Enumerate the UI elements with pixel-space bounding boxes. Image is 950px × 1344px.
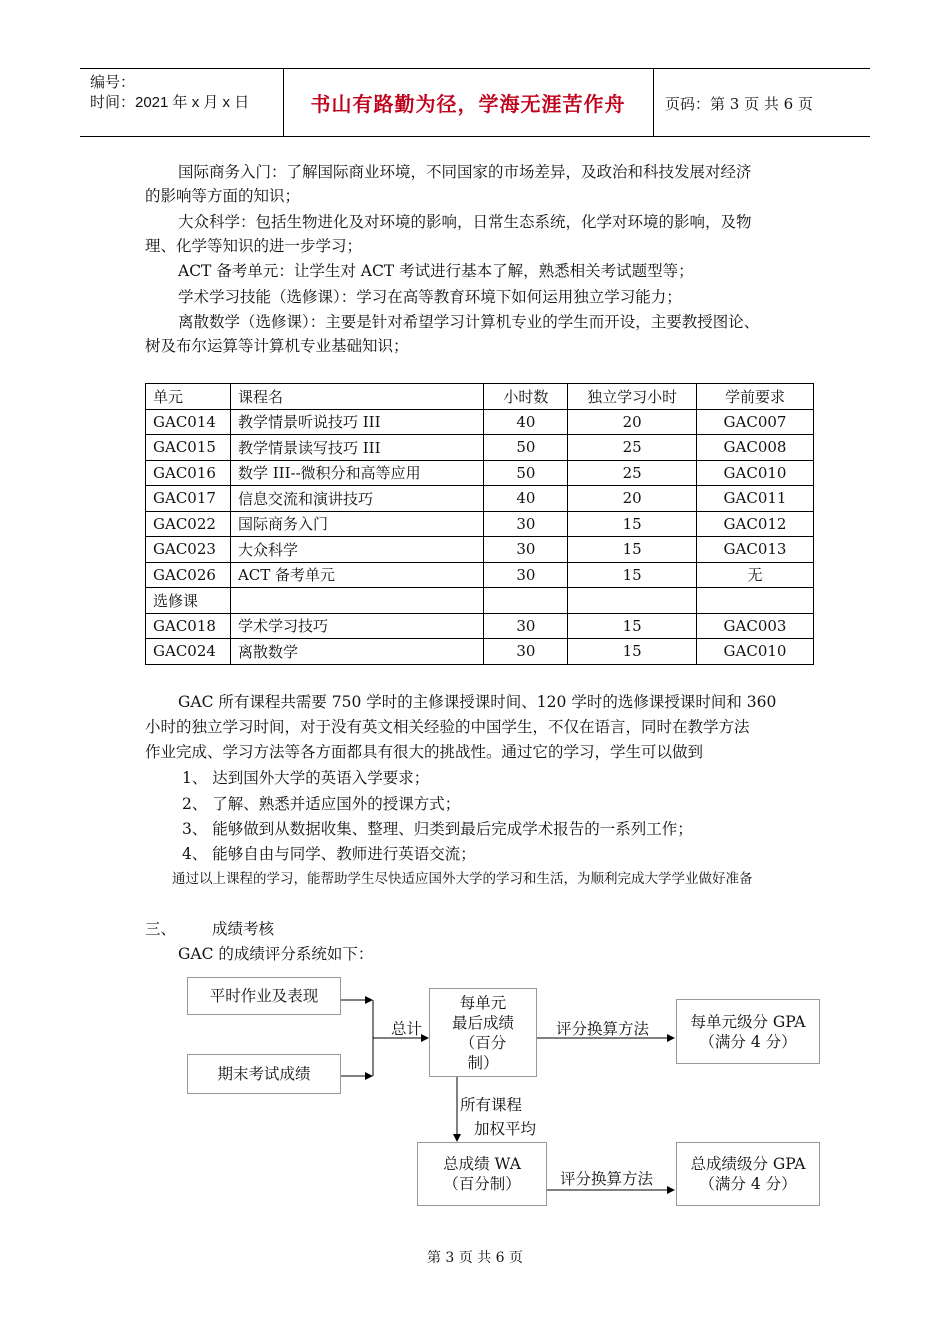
header-prerequisite: 学前要求 xyxy=(697,384,814,410)
box-final-exam-label: 期末考试成绩 xyxy=(217,1065,311,1083)
box-unit-gpa xyxy=(676,999,820,1064)
summary-line1: GAC 所有课程共需要 750 学时的主修课授课时间、120 学时的选修课授课时间和 360 xyxy=(178,693,777,711)
cell-unit: GAC022 xyxy=(146,511,231,537)
para-discrete-line2: 树及布尔运算等计算机专业基础知识； xyxy=(145,337,409,355)
cell-hours: 40 xyxy=(484,409,568,435)
motto: 书山有路勤为径，学海无涯苦作舟 xyxy=(310,92,626,116)
cell-prerequisite: GAC003 xyxy=(697,613,814,639)
cell-hours: 30 xyxy=(484,639,568,665)
header-unit: 单元 xyxy=(146,384,231,410)
doc-date: 时间：2021 年 x 月 x 日 xyxy=(90,94,250,111)
cell-prerequisite: GAC011 xyxy=(697,486,814,512)
header-hours: 小时数 xyxy=(484,384,568,410)
cell-course-name: 教学情景读写技巧 III xyxy=(230,435,483,461)
cell-course-name: 数学 III--微积分和高等应用 xyxy=(230,460,483,486)
cell-unit: GAC024 xyxy=(146,639,231,665)
para-business-line2: 的影响等方面的知识； xyxy=(145,187,301,205)
cell-hours: 30 xyxy=(484,537,568,563)
para-science-line2: 理、化学等知识的进一步学习； xyxy=(145,237,363,255)
box-unit-gpa-line: （满分 4 分） xyxy=(699,1032,797,1051)
para-discrete-line1: 离散数学（选修课）：主要是针对希望学习计算机专业的学生而开设，主要教授图论、 xyxy=(178,313,760,331)
cell-prerequisite: 无 xyxy=(697,562,814,588)
label-weighted-average: 加权平均 xyxy=(474,1120,537,1138)
cell-prerequisite: GAC013 xyxy=(697,537,814,563)
section-number: 三、 xyxy=(145,920,177,938)
box-total-gpa xyxy=(676,1142,820,1206)
outcome-item: 3、 能够做到从数据收集、整理、归类到最后完成学术报告的一系列工作； xyxy=(182,820,693,838)
summary-closing: 通过以上课程的学习，能帮助学生尽快适应国外大学的学习和生活，为顺利完成大学学业做好准备 xyxy=(172,871,753,887)
cell-prerequisite: GAC012 xyxy=(697,511,814,537)
page-footer: 第 3 页 共 6 页 xyxy=(426,1250,524,1266)
section-intro: GAC 的成绩评分系统如下： xyxy=(178,945,374,963)
label-total: 总计 xyxy=(391,1020,423,1038)
box-unit-score-line: 制） xyxy=(467,1053,499,1072)
outcome-item: 2、 了解、熟悉并适应国外的授课方式； xyxy=(182,795,461,813)
para-act: ACT 备考单元：让学生对 ACT 考试进行基本了解，熟悉相关考试题型等； xyxy=(178,262,694,280)
box-total-gpa-line: （满分 4 分） xyxy=(699,1175,797,1193)
cell-self-study: 20 xyxy=(568,409,697,435)
cell-course-name: 国际商务入门 xyxy=(230,511,483,537)
box-daily-work-label: 平时作业及表现 xyxy=(209,987,319,1005)
outcome-item: 1、 达到国外大学的英语入学要求； xyxy=(182,769,430,787)
label-convert-unit: 评分换算方法 xyxy=(556,1020,650,1038)
doc-number: 编号： xyxy=(90,74,136,91)
page-indicator: 页码：第 3 页 共 6 页 xyxy=(665,95,813,113)
cell-self-study: 20 xyxy=(568,486,697,512)
cell-course-name: 离散数学 xyxy=(230,639,483,665)
header-self-study: 独立学习小时 xyxy=(568,384,697,410)
cell-self-study: 15 xyxy=(568,613,697,639)
cell-self-study: 15 xyxy=(568,511,697,537)
summary-line3: 作业完成、学习方法等各方面都具有很大的挑战性。通过它的学习，学生可以做到 xyxy=(145,743,704,761)
cell-prerequisite: GAC010 xyxy=(697,639,814,665)
box-unit-score-line: （百分 xyxy=(459,1033,507,1052)
cell-hours: 50 xyxy=(484,435,568,461)
label-convert-total: 评分换算方法 xyxy=(560,1170,654,1188)
cell-hours: 50 xyxy=(484,460,568,486)
section-title: 成绩考核 xyxy=(212,920,275,938)
outcome-item: 4、 能够自由与同学、教师进行英语交流； xyxy=(182,845,476,863)
cell-self-study: 25 xyxy=(568,435,697,461)
para-business-line1: 国际商务入门：了解国际商业环境，不同国家的市场差异，及政治和科技发展对经济 xyxy=(178,163,752,181)
cell-self-study: 15 xyxy=(568,537,697,563)
label-all-courses: 所有课程 xyxy=(460,1096,523,1114)
box-total-gpa-line: 总成绩级分 GPA xyxy=(690,1155,806,1173)
cell-hours: 40 xyxy=(484,486,568,512)
cell-unit: GAC016 xyxy=(146,460,231,486)
cell-unit: GAC018 xyxy=(146,613,231,639)
cell-course-name: 学术学习技巧 xyxy=(230,613,483,639)
para-science-line1: 大众科学：包括生物进化及对环境的影响，日常生态系统，化学对环境的影响，及物 xyxy=(178,213,752,231)
cell-hours: 30 xyxy=(484,511,568,537)
cell-hours: 30 xyxy=(484,613,568,639)
box-wa-line: （百分制） xyxy=(443,1175,521,1193)
box-wa xyxy=(417,1142,547,1206)
cell-self-study: 15 xyxy=(568,562,697,588)
cell-unit: GAC026 xyxy=(146,562,231,588)
para-academic-skills: 学术学习技能（选修课）：学习在高等教育环境下如何运用独立学习能力； xyxy=(178,288,682,306)
cell-course-name: 信息交流和演讲技巧 xyxy=(230,486,483,512)
box-unit-score xyxy=(429,988,537,1077)
cell-self-study: 15 xyxy=(568,639,697,665)
cell-prerequisite: GAC008 xyxy=(697,435,814,461)
cell-self-study: 25 xyxy=(568,460,697,486)
cell-hours: 30 xyxy=(484,562,568,588)
box-unit-score-line: 每单元 xyxy=(459,993,507,1012)
cell-unit: GAC014 xyxy=(146,409,231,435)
cell-unit: GAC023 xyxy=(146,537,231,563)
cell-prerequisite: GAC010 xyxy=(697,460,814,486)
cell-course-name: 教学情景听说技巧 III xyxy=(230,409,483,435)
box-unit-gpa-line: 每单元级分 GPA xyxy=(690,1012,806,1031)
box-daily-work xyxy=(187,977,341,1015)
cell-unit: GAC017 xyxy=(146,486,231,512)
cell-course-name: ACT 备考单元 xyxy=(230,562,483,588)
box-unit-score-line: 最后成绩 xyxy=(451,1013,514,1032)
box-final-exam xyxy=(187,1054,341,1094)
box-wa-line: 总成绩 WA xyxy=(443,1155,521,1173)
header-course-name: 课程名 xyxy=(230,384,483,410)
summary-line2: 小时的独立学习时间，对于没有英文相关经验的中国学生，不仅在语言，同时在教学方法 xyxy=(145,718,750,736)
cell-unit: GAC015 xyxy=(146,435,231,461)
cell-course-name: 大众科学 xyxy=(230,537,483,563)
cell-prerequisite: GAC007 xyxy=(697,409,814,435)
cell-unit: 选修课 xyxy=(146,588,231,614)
